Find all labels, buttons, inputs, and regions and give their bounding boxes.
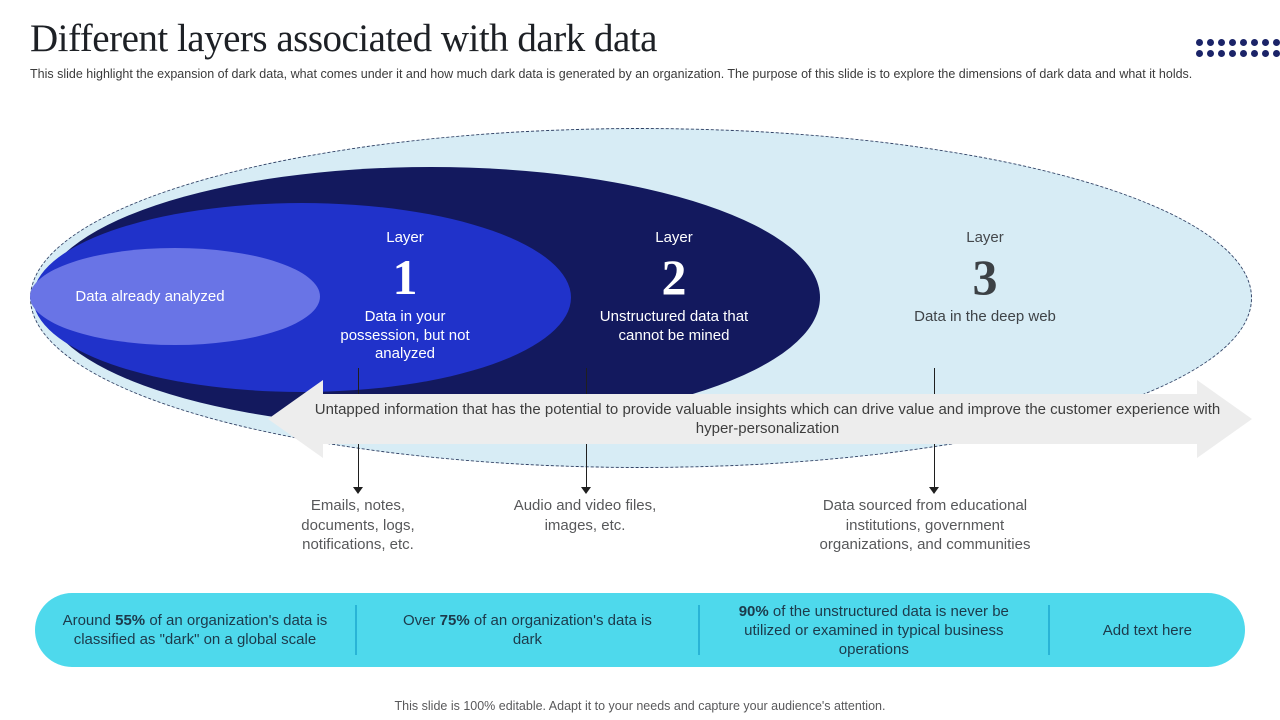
slide-subtitle: This slide highlight the expansion of dark data, what comes under it and how much dark data is generated by an organization. The purpose of this slide is to explore the dimensions of dark data and what it holds. xyxy=(30,67,1193,81)
layer-3-number: 3 xyxy=(972,249,998,305)
layer-3-description: Data in the deep web xyxy=(914,308,1056,325)
stat-segment-3 xyxy=(700,593,1048,667)
layer-2-description: Unstructured data that cannot be mined xyxy=(599,308,749,344)
dot-row xyxy=(1196,44,1280,55)
layer-2-label: Layer xyxy=(655,229,693,246)
layer-2-caption xyxy=(584,229,764,345)
stat-text: Around 55% of an organization's data is classified as "dark" on a global scale xyxy=(62,612,328,648)
callout-text-2: Audio and video files, images, etc. xyxy=(513,497,657,534)
callout-text-3: Data sourced from educational institutions, government organizations, and communities xyxy=(819,497,1031,553)
stat-segment-2 xyxy=(357,593,698,667)
add-text-placeholder[interactable] xyxy=(1050,593,1245,667)
stat-text: 90% of the unstructured data is never be utilized or examined in typical business operations xyxy=(738,602,1009,658)
arrow-down-icon xyxy=(353,487,363,494)
slide-title: Different layers associated with dark data xyxy=(30,17,657,60)
core-label: Data already analyzed xyxy=(75,288,225,305)
banner-text: Untapped information that has the potential to provide valuable insights which can drive value and improve the customer experience with hyper-personalization xyxy=(314,401,1221,437)
layer-3-label: Layer xyxy=(966,229,1004,246)
stat-text: Over 75% of an organization's data is dark xyxy=(402,612,652,648)
slide-footer-note: This slide is 100% editable. Adapt it to your needs and capture your audience's attention. xyxy=(394,699,886,713)
dots-decoration xyxy=(1196,33,1280,55)
layer-1-label: Layer xyxy=(386,229,424,246)
stats-bar xyxy=(35,593,1245,667)
layer-3-caption xyxy=(875,229,1095,327)
arrow-down-icon xyxy=(581,487,591,494)
callout-text-1: Emails, notes, documents, logs, notifications, etc. xyxy=(301,497,415,553)
stat-segment-1 xyxy=(35,593,355,667)
layer-1-number: 1 xyxy=(392,249,418,305)
layer-1-description: Data in your possession, but not analyzed xyxy=(340,308,470,362)
core-ellipse xyxy=(30,248,320,345)
layer-1-caption xyxy=(325,229,485,364)
layer-2-number: 2 xyxy=(661,249,687,305)
dot-row xyxy=(1196,33,1280,44)
stat-text: Add text here xyxy=(1102,621,1192,639)
arrow-down-icon xyxy=(929,487,939,494)
